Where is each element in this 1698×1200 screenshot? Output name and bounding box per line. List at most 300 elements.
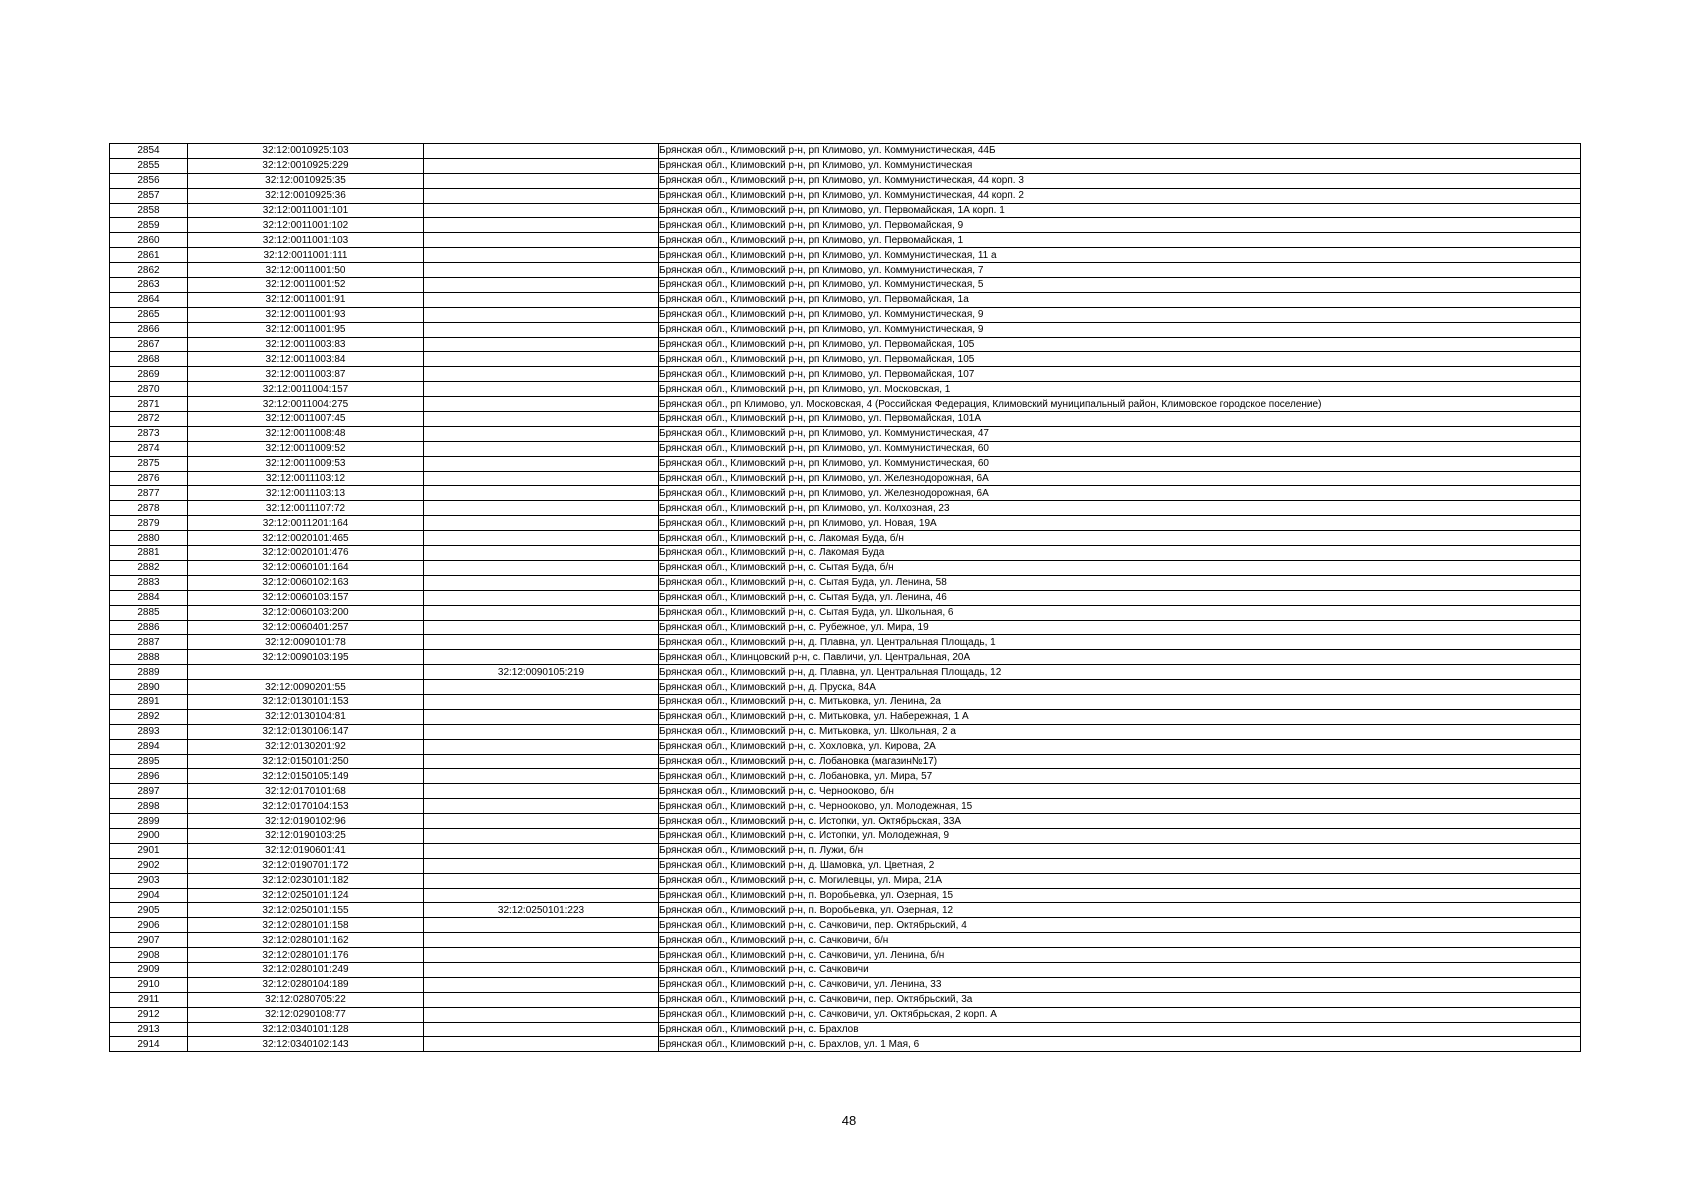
table-row [110, 233, 1581, 248]
secondary-cadastral-number-cell [424, 873, 659, 888]
address-cell: Брянская обл., Климовский р-н, д. Плавна, ул. Центральная Площадь, 1 [659, 635, 1581, 650]
cadastral-number-cell: 32:12:0150101:250 [188, 754, 424, 769]
row-number-cell: 2882 [110, 560, 188, 575]
secondary-cadastral-number-cell [424, 918, 659, 933]
secondary-cadastral-number-cell [424, 948, 659, 963]
address-cell: Брянская обл., Климовский р-н, рп Климово, ул. Первомайская, 105 [659, 352, 1581, 367]
cadastral-number-cell: 32:12:0250101:155 [188, 903, 424, 918]
cadastral-number-cell: 32:12:0130104:81 [188, 709, 424, 724]
table-row [110, 590, 1581, 605]
row-number-cell: 2855 [110, 158, 188, 173]
cadastral-number-cell: 32:12:0011201:164 [188, 516, 424, 531]
row-number-cell: 2887 [110, 635, 188, 650]
cadastral-number-cell: 32:12:0130106:147 [188, 724, 424, 739]
address-cell: Брянская обл., Климовский р-н, рп Климово, ул. Коммунистическая, 9 [659, 307, 1581, 322]
page-number: 48 [841, 1113, 857, 1128]
cadastral-number-cell: 32:12:0011001:95 [188, 322, 424, 337]
cadastral-number-cell: 32:12:0090101:78 [188, 635, 424, 650]
table-row [110, 546, 1581, 561]
secondary-cadastral-number-cell [424, 575, 659, 590]
row-number-cell: 2862 [110, 263, 188, 278]
address-cell: Брянская обл., Климовский р-н, д. Шамовка, ул. Цветная, 2 [659, 858, 1581, 873]
table-row [110, 278, 1581, 293]
secondary-cadastral-number-cell [424, 814, 659, 829]
row-number-cell: 2914 [110, 1037, 188, 1052]
row-number-cell: 2888 [110, 650, 188, 665]
cadastral-number-cell: 32:12:0010925:36 [188, 188, 424, 203]
secondary-cadastral-number-cell [424, 605, 659, 620]
row-number-cell: 2863 [110, 278, 188, 293]
address-cell: Брянская обл., Климовский р-н, с. Митьковка, ул. Набережная, 1 А [659, 709, 1581, 724]
row-number-cell: 2913 [110, 1022, 188, 1037]
address-cell: Брянская обл., Климовский р-н, рп Климово, ул. Коммунистическая, 7 [659, 263, 1581, 278]
secondary-cadastral-number-cell [424, 278, 659, 293]
secondary-cadastral-number-cell [424, 263, 659, 278]
address-cell: Брянская обл., Климовский р-н, с. Сачковичи, ул. Октябрьская, 2 корп. А [659, 1007, 1581, 1022]
address-cell: Брянская обл., Климовский р-н, п. Лужи, б/н [659, 843, 1581, 858]
secondary-cadastral-number-cell [424, 1037, 659, 1052]
row-number-cell: 2879 [110, 516, 188, 531]
secondary-cadastral-number-cell [424, 144, 659, 159]
cadastral-number-cell: 32:12:0130201:92 [188, 739, 424, 754]
row-number-cell: 2902 [110, 858, 188, 873]
cadastral-number-cell: 32:12:0250101:124 [188, 888, 424, 903]
row-number-cell: 2859 [110, 218, 188, 233]
table-row [110, 828, 1581, 843]
table-row [110, 903, 1581, 918]
address-cell: Брянская обл., рп Климово, ул. Московская, 4 (Российская Федерация, Климовский муниципальный район, Климовское городское поселение) [659, 397, 1581, 412]
table-row [110, 977, 1581, 992]
table-row [110, 322, 1581, 337]
secondary-cadastral-number-cell [424, 397, 659, 412]
address-cell: Брянская обл., Климовский р-н, с. Лобановка (магазин№17) [659, 754, 1581, 769]
table-row [110, 516, 1581, 531]
row-number-cell: 2899 [110, 814, 188, 829]
cadastral-number-cell: 32:12:0060401:257 [188, 620, 424, 635]
secondary-cadastral-number-cell [424, 784, 659, 799]
row-number-cell: 2910 [110, 977, 188, 992]
secondary-cadastral-number-cell [424, 188, 659, 203]
cadastral-number-cell: 32:12:0280101:158 [188, 918, 424, 933]
cadastral-number-cell: 32:12:0011008:48 [188, 426, 424, 441]
row-number-cell: 2877 [110, 486, 188, 501]
address-cell: Брянская обл., Климовский р-н, д. Плавна, ул. Центральная Площадь, 12 [659, 665, 1581, 680]
secondary-cadastral-number-cell [424, 471, 659, 486]
table-row [110, 709, 1581, 724]
row-number-cell: 2872 [110, 412, 188, 427]
table-row [110, 218, 1581, 233]
address-cell: Брянская обл., Климовский р-н, рп Климово, ул. Новая, 19А [659, 516, 1581, 531]
address-cell: Брянская обл., Климовский р-н, с. Сачковичи, пер. Октябрьский, 4 [659, 918, 1581, 933]
secondary-cadastral-number-cell [424, 158, 659, 173]
address-cell: Брянская обл., Климовский р-н, рп Климово, ул. Коммунистическая, 44Б [659, 144, 1581, 159]
cadastral-number-cell: 32:12:0011107:72 [188, 501, 424, 516]
secondary-cadastral-number-cell [424, 560, 659, 575]
cadastral-number-cell: 32:12:0060103:157 [188, 590, 424, 605]
table-row [110, 292, 1581, 307]
address-cell: Брянская обл., Климовский р-н, рп Климово, ул. Коммунистическая, 44 корп. 3 [659, 173, 1581, 188]
cadastral-number-cell: 32:12:0011103:13 [188, 486, 424, 501]
address-cell: Брянская обл., Климовский р-н, рп Климово, ул. Коммунистическая, 11 а [659, 248, 1581, 263]
table-row [110, 337, 1581, 352]
address-cell: Брянская обл., Климовский р-н, с. Лакомая Буда, б/н [659, 531, 1581, 546]
row-number-cell: 2874 [110, 441, 188, 456]
row-number-cell: 2870 [110, 382, 188, 397]
address-cell: Брянская обл., Климовский р-н, с. Митьковка, ул. Школьная, 2 а [659, 724, 1581, 739]
cadastral-number-cell: 32:12:0060101:164 [188, 560, 424, 575]
row-number-cell: 2901 [110, 843, 188, 858]
row-number-cell: 2908 [110, 948, 188, 963]
address-cell: Брянская обл., Климовский р-н, рп Климово, ул. Первомайская, 101А [659, 412, 1581, 427]
cadastral-number-cell: 32:12:0060103:200 [188, 605, 424, 620]
address-cell: Брянская обл., Климовский р-н, с. Сытая Буда, ул. Ленина, 58 [659, 575, 1581, 590]
row-number-cell: 2885 [110, 605, 188, 620]
table-row [110, 575, 1581, 590]
cadastral-number-cell: 32:12:0011001:101 [188, 203, 424, 218]
registry-table-body [110, 144, 1581, 1052]
secondary-cadastral-number-cell [424, 650, 659, 665]
cadastral-number-cell: 32:12:0190103:25 [188, 828, 424, 843]
table-row [110, 858, 1581, 873]
table-row [110, 888, 1581, 903]
cadastral-number-cell: 32:12:0280101:176 [188, 948, 424, 963]
cadastral-number-cell: 32:12:0090103:195 [188, 650, 424, 665]
address-cell: Брянская обл., Климовский р-н, с. Сачковичи, ул. Ленина, б/н [659, 948, 1581, 963]
table-row [110, 873, 1581, 888]
table-row [110, 650, 1581, 665]
address-cell: Брянская обл., Клинцовский р-н, с. Павличи, ул. Центральная, 20А [659, 650, 1581, 665]
cadastral-number-cell: 32:12:0011009:53 [188, 456, 424, 471]
address-cell: Брянская обл., Климовский р-н, рп Климово, ул. Коммунистическая, 60 [659, 441, 1581, 456]
secondary-cadastral-number-cell [424, 635, 659, 650]
address-cell: Брянская обл., Климовский р-н, с. Истопки, ул. Молодежная, 9 [659, 828, 1581, 843]
table-row [110, 843, 1581, 858]
cadastral-number-cell: 32:12:0280101:162 [188, 933, 424, 948]
address-cell: Брянская обл., Климовский р-н, с. Хохловка, ул. Кирова, 2А [659, 739, 1581, 754]
secondary-cadastral-number-cell [424, 546, 659, 561]
cadastral-number-cell: 32:12:0011001:103 [188, 233, 424, 248]
cadastral-number-cell [188, 665, 424, 680]
secondary-cadastral-number-cell [424, 754, 659, 769]
row-number-cell: 2866 [110, 322, 188, 337]
table-row [110, 367, 1581, 382]
table-row [110, 382, 1581, 397]
table-row [110, 680, 1581, 695]
cadastral-number-cell: 32:12:0011003:87 [188, 367, 424, 382]
table-row [110, 203, 1581, 218]
row-number-cell: 2891 [110, 694, 188, 709]
cadastral-number-cell: 32:12:0020101:465 [188, 531, 424, 546]
row-number-cell: 2867 [110, 337, 188, 352]
row-number-cell: 2889 [110, 665, 188, 680]
address-cell: Брянская обл., Климовский р-н, рп Климово, ул. Первомайская, 107 [659, 367, 1581, 382]
row-number-cell: 2883 [110, 575, 188, 590]
table-row [110, 694, 1581, 709]
table-row [110, 412, 1581, 427]
row-number-cell: 2900 [110, 828, 188, 843]
cadastral-number-cell: 32:12:0011001:111 [188, 248, 424, 263]
table-row [110, 1037, 1581, 1052]
row-number-cell: 2911 [110, 992, 188, 1007]
row-number-cell: 2881 [110, 546, 188, 561]
row-number-cell: 2880 [110, 531, 188, 546]
table-row [110, 486, 1581, 501]
secondary-cadastral-number-cell [424, 501, 659, 516]
table-row [110, 456, 1581, 471]
row-number-cell: 2857 [110, 188, 188, 203]
secondary-cadastral-number-cell [424, 724, 659, 739]
address-cell: Брянская обл., Климовский р-н, с. Брахлов, ул. 1 Мая, 6 [659, 1037, 1581, 1052]
secondary-cadastral-number-cell [424, 337, 659, 352]
table-row [110, 948, 1581, 963]
row-number-cell: 2886 [110, 620, 188, 635]
table-row [110, 635, 1581, 650]
address-cell: Брянская обл., Климовский р-н, с. Брахлов [659, 1022, 1581, 1037]
secondary-cadastral-number-cell [424, 694, 659, 709]
table-row [110, 352, 1581, 367]
cadastral-number-cell: 32:12:0340102:143 [188, 1037, 424, 1052]
address-cell: Брянская обл., Климовский р-н, рп Климово, ул. Коммунистическая, 60 [659, 456, 1581, 471]
address-cell: Брянская обл., Климовский р-н, с. Сытая Буда, б/н [659, 560, 1581, 575]
cadastral-number-cell: 32:12:0230101:182 [188, 873, 424, 888]
cadastral-number-cell: 32:12:0010925:35 [188, 173, 424, 188]
cadastral-number-cell: 32:12:0190102:96 [188, 814, 424, 829]
address-cell: Брянская обл., Климовский р-н, с. Лобановка, ул. Мира, 57 [659, 769, 1581, 784]
table-row [110, 441, 1581, 456]
table-row [110, 471, 1581, 486]
secondary-cadastral-number-cell [424, 367, 659, 382]
secondary-cadastral-number-cell [424, 531, 659, 546]
row-number-cell: 2903 [110, 873, 188, 888]
secondary-cadastral-number-cell [424, 516, 659, 531]
row-number-cell: 2876 [110, 471, 188, 486]
cadastral-number-cell: 32:12:0190601:41 [188, 843, 424, 858]
table-row [110, 784, 1581, 799]
row-number-cell: 2898 [110, 799, 188, 814]
row-number-cell: 2875 [110, 456, 188, 471]
table-row [110, 188, 1581, 203]
row-number-cell: 2861 [110, 248, 188, 263]
row-number-cell: 2897 [110, 784, 188, 799]
secondary-cadastral-number-cell [424, 322, 659, 337]
address-cell: Брянская обл., Климовский р-н, рп Климово, ул. Коммунистическая, 47 [659, 426, 1581, 441]
table-row [110, 173, 1581, 188]
row-number-cell: 2907 [110, 933, 188, 948]
row-number-cell: 2869 [110, 367, 188, 382]
address-cell: Брянская обл., Климовский р-н, рп Климово, ул. Первомайская, 9 [659, 218, 1581, 233]
cadastral-number-cell: 32:12:0280101:249 [188, 962, 424, 977]
secondary-cadastral-number-cell [424, 1007, 659, 1022]
row-number-cell: 2894 [110, 739, 188, 754]
table-row [110, 1007, 1581, 1022]
table-row [110, 665, 1581, 680]
secondary-cadastral-number-cell [424, 933, 659, 948]
table-row [110, 501, 1581, 516]
row-number-cell: 2871 [110, 397, 188, 412]
row-number-cell: 2884 [110, 590, 188, 605]
row-number-cell: 2906 [110, 918, 188, 933]
cadastral-number-cell: 32:12:0060102:163 [188, 575, 424, 590]
address-cell: Брянская обл., Климовский р-н, рп Климово, ул. Колхозная, 23 [659, 501, 1581, 516]
secondary-cadastral-number-cell [424, 173, 659, 188]
address-cell: Брянская обл., Климовский р-н, рп Климово, ул. Железнодорожная, 6А [659, 471, 1581, 486]
address-cell: Брянская обл., Климовский р-н, с. Сачковичи, б/н [659, 933, 1581, 948]
row-number-cell: 2890 [110, 680, 188, 695]
cadastral-number-cell: 32:12:0011004:275 [188, 397, 424, 412]
secondary-cadastral-number-cell [424, 709, 659, 724]
cadastral-number-cell: 32:12:0170101:68 [188, 784, 424, 799]
table-row [110, 754, 1581, 769]
secondary-cadastral-number-cell: 32:12:0090105:219 [424, 665, 659, 680]
table-row [110, 962, 1581, 977]
table-row [110, 799, 1581, 814]
secondary-cadastral-number-cell [424, 590, 659, 605]
secondary-cadastral-number-cell [424, 992, 659, 1007]
address-cell: Брянская обл., Климовский р-н, с. Сытая Буда, ул. Школьная, 6 [659, 605, 1581, 620]
row-number-cell: 2904 [110, 888, 188, 903]
cadastral-number-cell: 32:12:0010925:103 [188, 144, 424, 159]
address-cell: Брянская обл., Климовский р-н, рп Климово, ул. Первомайская, 105 [659, 337, 1581, 352]
cadastral-number-cell: 32:12:0170104:153 [188, 799, 424, 814]
address-cell: Брянская обл., Климовский р-н, с. Могилевцы, ул. Мира, 21А [659, 873, 1581, 888]
row-number-cell: 2865 [110, 307, 188, 322]
address-cell: Брянская обл., Климовский р-н, рп Климово, ул. Коммунистическая, 44 корп. 2 [659, 188, 1581, 203]
cadastral-number-cell: 32:12:0011001:93 [188, 307, 424, 322]
table-row [110, 307, 1581, 322]
cadastral-number-cell: 32:12:0011001:102 [188, 218, 424, 233]
table-row [110, 144, 1581, 159]
registry-table [109, 143, 1581, 1052]
row-number-cell: 2909 [110, 962, 188, 977]
table-row [110, 397, 1581, 412]
address-cell: Брянская обл., Климовский р-н, с. Сачковичи, ул. Ленина, 33 [659, 977, 1581, 992]
row-number-cell: 2864 [110, 292, 188, 307]
address-cell: Брянская обл., Климовский р-н, с. Чернооково, ул. Молодежная, 15 [659, 799, 1581, 814]
table-row [110, 814, 1581, 829]
secondary-cadastral-number-cell [424, 203, 659, 218]
cadastral-number-cell: 32:12:0290108:77 [188, 1007, 424, 1022]
row-number-cell: 2878 [110, 501, 188, 516]
table-row [110, 560, 1581, 575]
address-cell: Брянская обл., Климовский р-н, с. Чернооково, б/н [659, 784, 1581, 799]
secondary-cadastral-number-cell [424, 769, 659, 784]
cadastral-number-cell: 32:12:0020101:476 [188, 546, 424, 561]
address-cell: Брянская обл., Климовский р-н, рп Климово, ул. Коммунистическая, 5 [659, 278, 1581, 293]
secondary-cadastral-number-cell [424, 233, 659, 248]
cadastral-number-cell: 32:12:0011003:84 [188, 352, 424, 367]
table-row [110, 426, 1581, 441]
table-row [110, 263, 1581, 278]
table-row [110, 158, 1581, 173]
cadastral-number-cell: 32:12:0010925:229 [188, 158, 424, 173]
secondary-cadastral-number-cell [424, 888, 659, 903]
cadastral-number-cell: 32:12:0340101:128 [188, 1022, 424, 1037]
cadastral-number-cell: 32:12:0011003:83 [188, 337, 424, 352]
table-row [110, 739, 1581, 754]
table-row [110, 992, 1581, 1007]
cadastral-number-cell: 32:12:0011004:157 [188, 382, 424, 397]
cadastral-number-cell: 32:12:0011007:45 [188, 412, 424, 427]
row-number-cell: 2912 [110, 1007, 188, 1022]
secondary-cadastral-number-cell [424, 382, 659, 397]
address-cell: Брянская обл., Климовский р-н, рп Климово, ул. Коммунистическая, 9 [659, 322, 1581, 337]
cadastral-number-cell: 32:12:0280104:189 [188, 977, 424, 992]
table-row [110, 933, 1581, 948]
cadastral-number-cell: 32:12:0011001:50 [188, 263, 424, 278]
secondary-cadastral-number-cell [424, 441, 659, 456]
table-row [110, 605, 1581, 620]
secondary-cadastral-number-cell [424, 426, 659, 441]
secondary-cadastral-number-cell [424, 680, 659, 695]
secondary-cadastral-number-cell [424, 218, 659, 233]
table-row [110, 769, 1581, 784]
address-cell: Брянская обл., Климовский р-н, рп Климово, ул. Коммунистическая [659, 158, 1581, 173]
secondary-cadastral-number-cell [424, 486, 659, 501]
secondary-cadastral-number-cell [424, 307, 659, 322]
row-number-cell: 2856 [110, 173, 188, 188]
secondary-cadastral-number-cell: 32:12:0250101:223 [424, 903, 659, 918]
row-number-cell: 2895 [110, 754, 188, 769]
address-cell: Брянская обл., Климовский р-н, с. Сачковичи [659, 962, 1581, 977]
table-row [110, 918, 1581, 933]
row-number-cell: 2858 [110, 203, 188, 218]
secondary-cadastral-number-cell [424, 1022, 659, 1037]
cadastral-number-cell: 32:12:0011001:52 [188, 278, 424, 293]
table-row [110, 1022, 1581, 1037]
row-number-cell: 2893 [110, 724, 188, 739]
row-number-cell: 2854 [110, 144, 188, 159]
cadastral-number-cell: 32:12:0150105:149 [188, 769, 424, 784]
address-cell: Брянская обл., Климовский р-н, п. Воробьевка, ул. Озерная, 15 [659, 888, 1581, 903]
row-number-cell: 2873 [110, 426, 188, 441]
address-cell: Брянская обл., Климовский р-н, д. Пруска, 84А [659, 680, 1581, 695]
secondary-cadastral-number-cell [424, 962, 659, 977]
address-cell: Брянская обл., Климовский р-н, рп Климово, ул. Первомайская, 1 [659, 233, 1581, 248]
row-number-cell: 2868 [110, 352, 188, 367]
address-cell: Брянская обл., Климовский р-н, рп Климово, ул. Железнодорожная, 6А [659, 486, 1581, 501]
address-cell: Брянская обл., Климовский р-н, рп Климово, ул. Первомайская, 1а [659, 292, 1581, 307]
secondary-cadastral-number-cell [424, 456, 659, 471]
cadastral-number-cell: 32:12:0011103:12 [188, 471, 424, 486]
table-row [110, 620, 1581, 635]
secondary-cadastral-number-cell [424, 739, 659, 754]
secondary-cadastral-number-cell [424, 843, 659, 858]
cadastral-number-cell: 32:12:0090201:55 [188, 680, 424, 695]
cadastral-number-cell: 32:12:0011009:52 [188, 441, 424, 456]
cadastral-number-cell: 32:12:0280705:22 [188, 992, 424, 1007]
secondary-cadastral-number-cell [424, 977, 659, 992]
cadastral-number-cell: 32:12:0011001:91 [188, 292, 424, 307]
address-cell: Брянская обл., Климовский р-н, с. Истопки, ул. Октябрьская, 33А [659, 814, 1581, 829]
secondary-cadastral-number-cell [424, 412, 659, 427]
secondary-cadastral-number-cell [424, 858, 659, 873]
address-cell: Брянская обл., Климовский р-н, с. Сачковичи, пер. Октябрьский, 3а [659, 992, 1581, 1007]
row-number-cell: 2860 [110, 233, 188, 248]
address-cell: Брянская обл., Климовский р-н, п. Воробьевка, ул. Озерная, 12 [659, 903, 1581, 918]
secondary-cadastral-number-cell [424, 828, 659, 843]
address-cell: Брянская обл., Климовский р-н, с. Лакомая Буда [659, 546, 1581, 561]
row-number-cell: 2905 [110, 903, 188, 918]
address-cell: Брянская обл., Климовский р-н, с. Митьковка, ул. Ленина, 2а [659, 694, 1581, 709]
secondary-cadastral-number-cell [424, 292, 659, 307]
row-number-cell: 2892 [110, 709, 188, 724]
table-row [110, 724, 1581, 739]
secondary-cadastral-number-cell [424, 620, 659, 635]
address-cell: Брянская обл., Климовский р-н, рп Климово, ул. Первомайская, 1А корп. 1 [659, 203, 1581, 218]
secondary-cadastral-number-cell [424, 248, 659, 263]
secondary-cadastral-number-cell [424, 352, 659, 367]
address-cell: Брянская обл., Климовский р-н, с. Рубежное, ул. Мира, 19 [659, 620, 1581, 635]
